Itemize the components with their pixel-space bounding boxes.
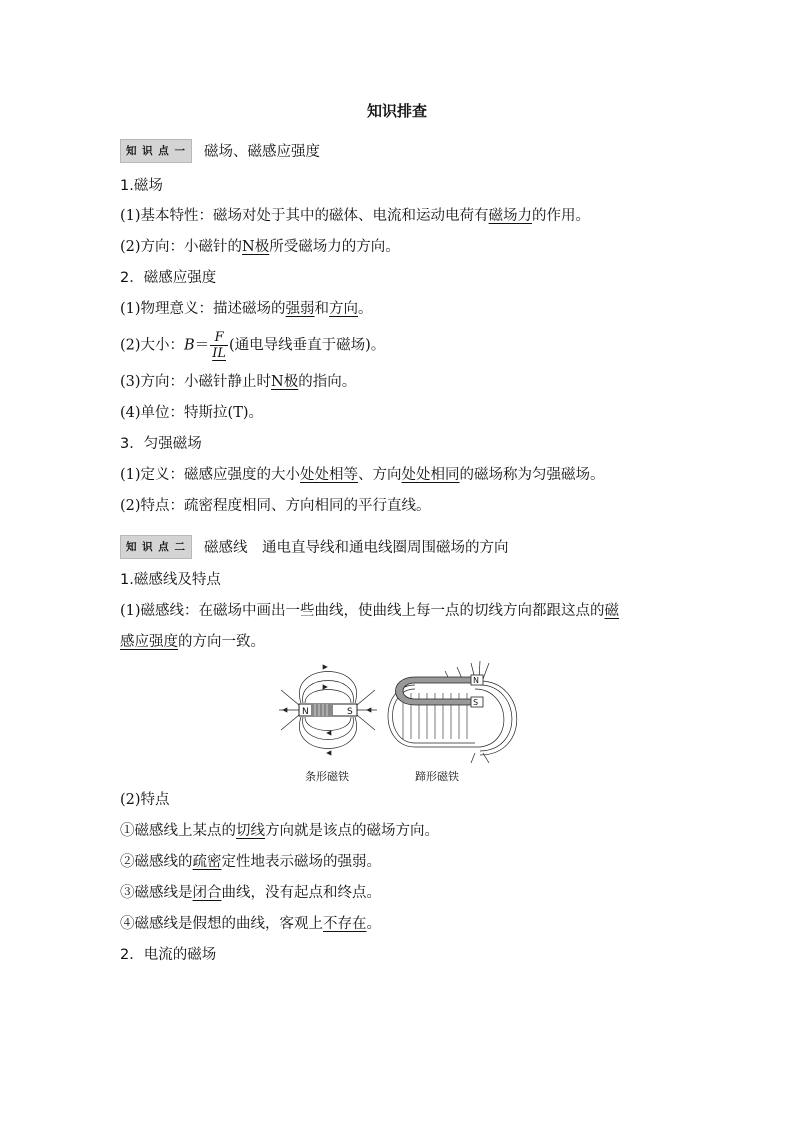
knowledge-point-1-header (120, 139, 320, 163)
paragraph (120, 299, 373, 319)
underlined-answer: N极 (242, 239, 270, 255)
subsection-heading: 2．磁感应强度 (120, 270, 217, 286)
text: ①磁感线上某点的 (120, 823, 236, 839)
text: 方向就是该点的磁场方向。 (265, 823, 439, 839)
text: 定性地表示磁场的强弱。 (221, 854, 381, 870)
text: ②磁感线的 (120, 854, 193, 870)
text: (2)方向：小磁针的 (120, 239, 243, 255)
bar-magnet (299, 704, 357, 717)
text: ④磁感线是假想的曲线，客观上 (120, 916, 323, 932)
text: (3)方向：小磁针静止时 (120, 374, 272, 390)
underlined-answer: 磁场力 (488, 208, 533, 224)
underlined-answer: 处处相同 (401, 467, 460, 483)
knowledge-point-badge: 知 识 点 一 (120, 139, 192, 163)
paragraph (120, 206, 590, 226)
subsection-heading: 1.磁感线及特点 (120, 572, 221, 588)
text: 曲线，没有起点和终点。 (221, 885, 381, 901)
fraction-denominator: IL (212, 346, 226, 361)
list-item (120, 883, 381, 903)
underlined-answer: 处处相等 (300, 467, 359, 483)
text: (1)物理意义：描述磁场的 (120, 301, 286, 317)
text: 的磁场称为匀强磁场。 (459, 467, 605, 483)
equals-sign: ＝ (194, 337, 210, 354)
south-pole-label: S (347, 707, 353, 717)
text: 的指向。 (298, 374, 357, 390)
fraction (210, 330, 228, 361)
underlined-answer: 感应强度 (120, 634, 178, 650)
paragraph: (2)特点 (120, 792, 170, 808)
text: (1)基本特性：磁场对处于其中的磁体、电流和运动电荷有 (120, 208, 489, 224)
text: 。 (366, 916, 381, 932)
underlined-answer: 不存在 (323, 916, 367, 932)
list-item (120, 914, 381, 934)
north-pole-label: N (473, 676, 479, 685)
text: (1)定义：磁感应强度的大小 (120, 467, 301, 483)
horseshoe-magnet (396, 675, 484, 707)
subsection-heading: 2．电流的磁场 (120, 947, 217, 963)
paragraph (120, 372, 356, 392)
bar-magnet-caption: 条形磁铁 (305, 770, 349, 783)
section-heading: 磁场、磁感应强度 (203, 144, 320, 160)
text: 、方向 (358, 467, 402, 483)
paragraph (120, 632, 265, 652)
magnet-field-lines-illustration (275, 655, 525, 765)
magnetic-field-figure (275, 655, 525, 785)
text: 和 (314, 301, 330, 317)
page-title: 知识排查 (366, 102, 427, 120)
underlined-answer: 磁 (604, 603, 620, 619)
underlined-answer: 强弱 (285, 301, 315, 317)
south-pole-label: S (473, 698, 479, 707)
text: 。 (358, 301, 373, 317)
horseshoe-magnet-diagram (388, 661, 517, 763)
formula-paragraph (120, 330, 385, 361)
text: (通电导线垂直于磁场)。 (228, 337, 386, 354)
paragraph (120, 465, 605, 485)
paragraph (120, 601, 619, 621)
horseshoe-magnet-caption: 蹄形磁铁 (415, 770, 459, 783)
subsection-heading: 3．匀强磁场 (120, 436, 202, 452)
paragraph: (4)单位：特斯拉(T)。 (120, 405, 264, 421)
paragraph: (2)特点：疏密程度相同、方向相同的平行直线。 (120, 498, 431, 514)
text: ③磁感线是 (120, 885, 193, 901)
formula-variable: B (184, 337, 195, 354)
list-item (120, 852, 381, 872)
fraction-numerator: F (210, 330, 228, 346)
section-heading: 磁感线 通电直导线和通电线圈周围磁场的方向 (203, 540, 509, 556)
paragraph (120, 237, 400, 257)
text: (2)大小： (120, 337, 185, 354)
underlined-answer: 方向 (329, 301, 359, 317)
underlined-answer: 切线 (236, 823, 265, 839)
knowledge-point-badge: 知 识 点 二 (120, 535, 192, 559)
underlined-answer: 疏密 (192, 854, 222, 870)
knowledge-point-2-header (120, 535, 508, 559)
text: (1)磁感线：在磁场中画出一些曲线，使曲线上每一点的切线方向都跟这点的 (120, 603, 605, 619)
list-item (120, 821, 439, 841)
subsection-heading: 1.磁场 (120, 178, 163, 194)
text: 所受磁场力的方向。 (269, 239, 400, 255)
north-pole-label: N (302, 707, 309, 717)
underlined-answer: N极 (271, 374, 299, 390)
underlined-answer: 闭合 (192, 885, 222, 901)
text: 的作用。 (532, 208, 591, 224)
text: 的方向一致。 (178, 634, 265, 650)
